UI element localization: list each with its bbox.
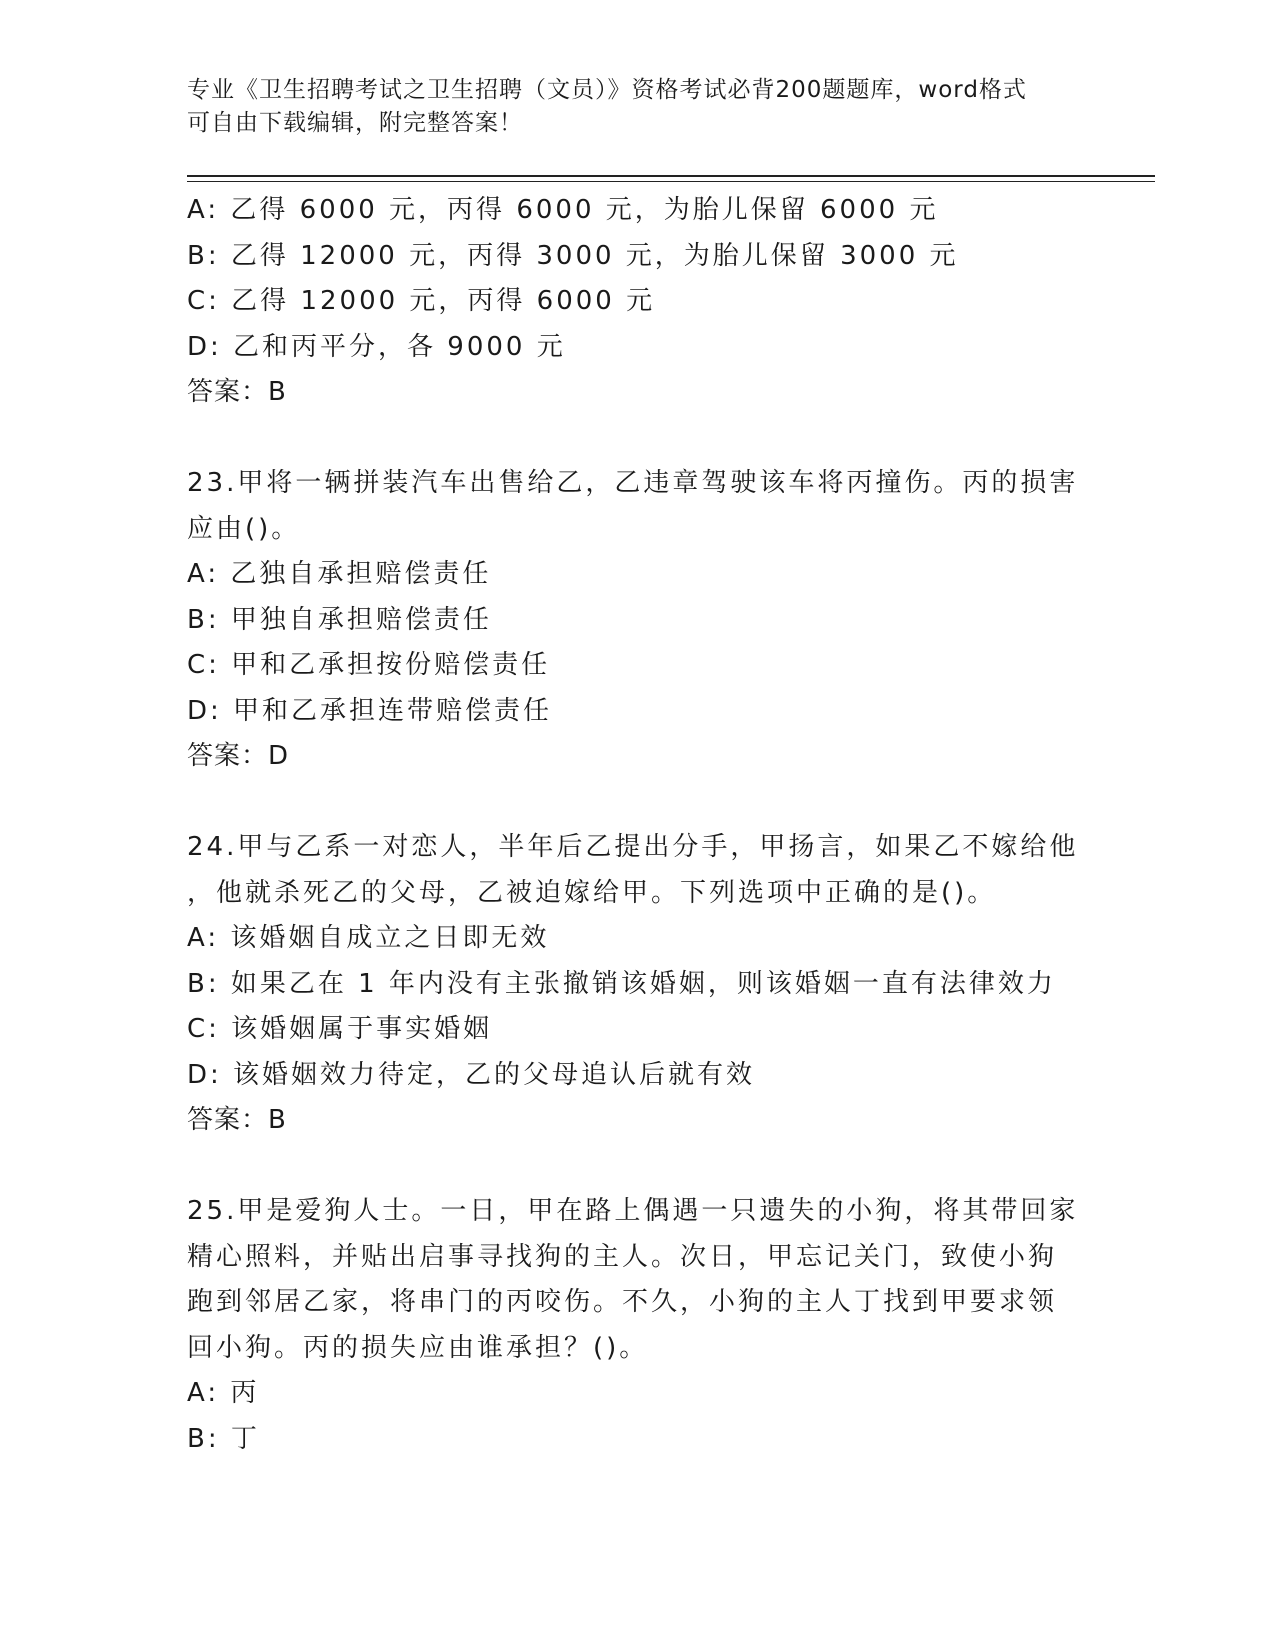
question-spacer [187, 780, 1087, 826]
question-24-option-d: D: 该婚姻效力待定，乙的父母追认后就有效 [187, 1059, 756, 1090]
question-list [187, 188, 1087, 1462]
question-24-option-a: A: 该婚姻自成立之日即无效 [187, 923, 550, 953]
question-22-option-d: D: 乙和丙平分，各 9000 元 [187, 331, 566, 362]
question-24-stem-line-2: ，他就杀死乙的父母，乙被迫嫁给甲。下列选项中正确的是()。 [187, 877, 997, 908]
header-divider-thin [187, 181, 1155, 182]
header-title-line-1: 专业《卫生招聘考试之卫生招聘（文员）》资格考试必背200题题库，word格式 [187, 77, 1027, 103]
question-25-option-b: B: 丁 [187, 1423, 260, 1454]
question-22-answer: 答案：B [187, 377, 287, 407]
question-25 [187, 1189, 1087, 1462]
question-spacer [187, 416, 1087, 462]
question-24-answer: 答案：B [187, 1105, 287, 1135]
question-23-answer: 答案：D [187, 741, 290, 771]
question-22-option-b: B: 乙得 12000 元，丙得 3000 元，为胎儿保留 3000 元 [187, 240, 959, 271]
question-22 [187, 188, 1087, 416]
question-24-option-b: B: 如果乙在 1 年内没有主张撤销该婚姻，则该婚姻一直有法律效力 [187, 968, 1056, 999]
question-25-stem-line-3: 跑到邻居乙家，将串门的丙咬伤。不久，小狗的主人丁找到甲要求领 [187, 1287, 1058, 1317]
question-22-option-a: A: 乙得 6000 元，丙得 6000 元，为胎儿保留 6000 元 [187, 195, 939, 225]
question-22-option-c: C: 乙得 12000 元，丙得 6000 元 [187, 286, 656, 316]
question-25-stem-line-4: 回小狗。丙的损失应由谁承担？()。 [187, 1332, 649, 1363]
question-23-option-c: C: 甲和乙承担按份赔偿责任 [187, 650, 551, 680]
header-title-line-2: 可自由下载编辑，附完整答案！ [187, 110, 523, 136]
question-24-option-c: C: 该婚姻属于事实婚姻 [187, 1014, 493, 1044]
document-header [187, 74, 1067, 140]
question-25-stem-line-1: 25.甲是爱狗人士。一日，甲在路上偶遇一只遗失的小狗，将其带回家 [187, 1196, 1079, 1226]
question-24 [187, 825, 1087, 1144]
question-25-stem-line-2: 精心照料，并贴出启事寻找狗的主人。次日，甲忘记关门，致使小狗 [187, 1241, 1058, 1272]
question-23-stem-line-2: 应由()。 [187, 513, 301, 544]
question-25-option-a: A: 丙 [187, 1378, 260, 1408]
question-23-option-a: A: 乙独自承担赔偿责任 [187, 559, 492, 589]
question-23 [187, 461, 1087, 780]
question-23-option-b: B: 甲独自承担赔偿责任 [187, 604, 492, 635]
question-spacer [187, 1144, 1087, 1190]
question-24-stem-line-1: 24.甲与乙系一对恋人，半年后乙提出分手，甲扬言，如果乙不嫁给他 [187, 832, 1079, 862]
header-divider-thick [187, 175, 1155, 177]
question-23-option-d: D: 甲和乙承担连带赔偿责任 [187, 695, 553, 726]
question-23-stem-line-1: 23.甲将一辆拼装汽车出售给乙，乙违章驾驶该车将丙撞伤。丙的损害 [187, 468, 1079, 498]
